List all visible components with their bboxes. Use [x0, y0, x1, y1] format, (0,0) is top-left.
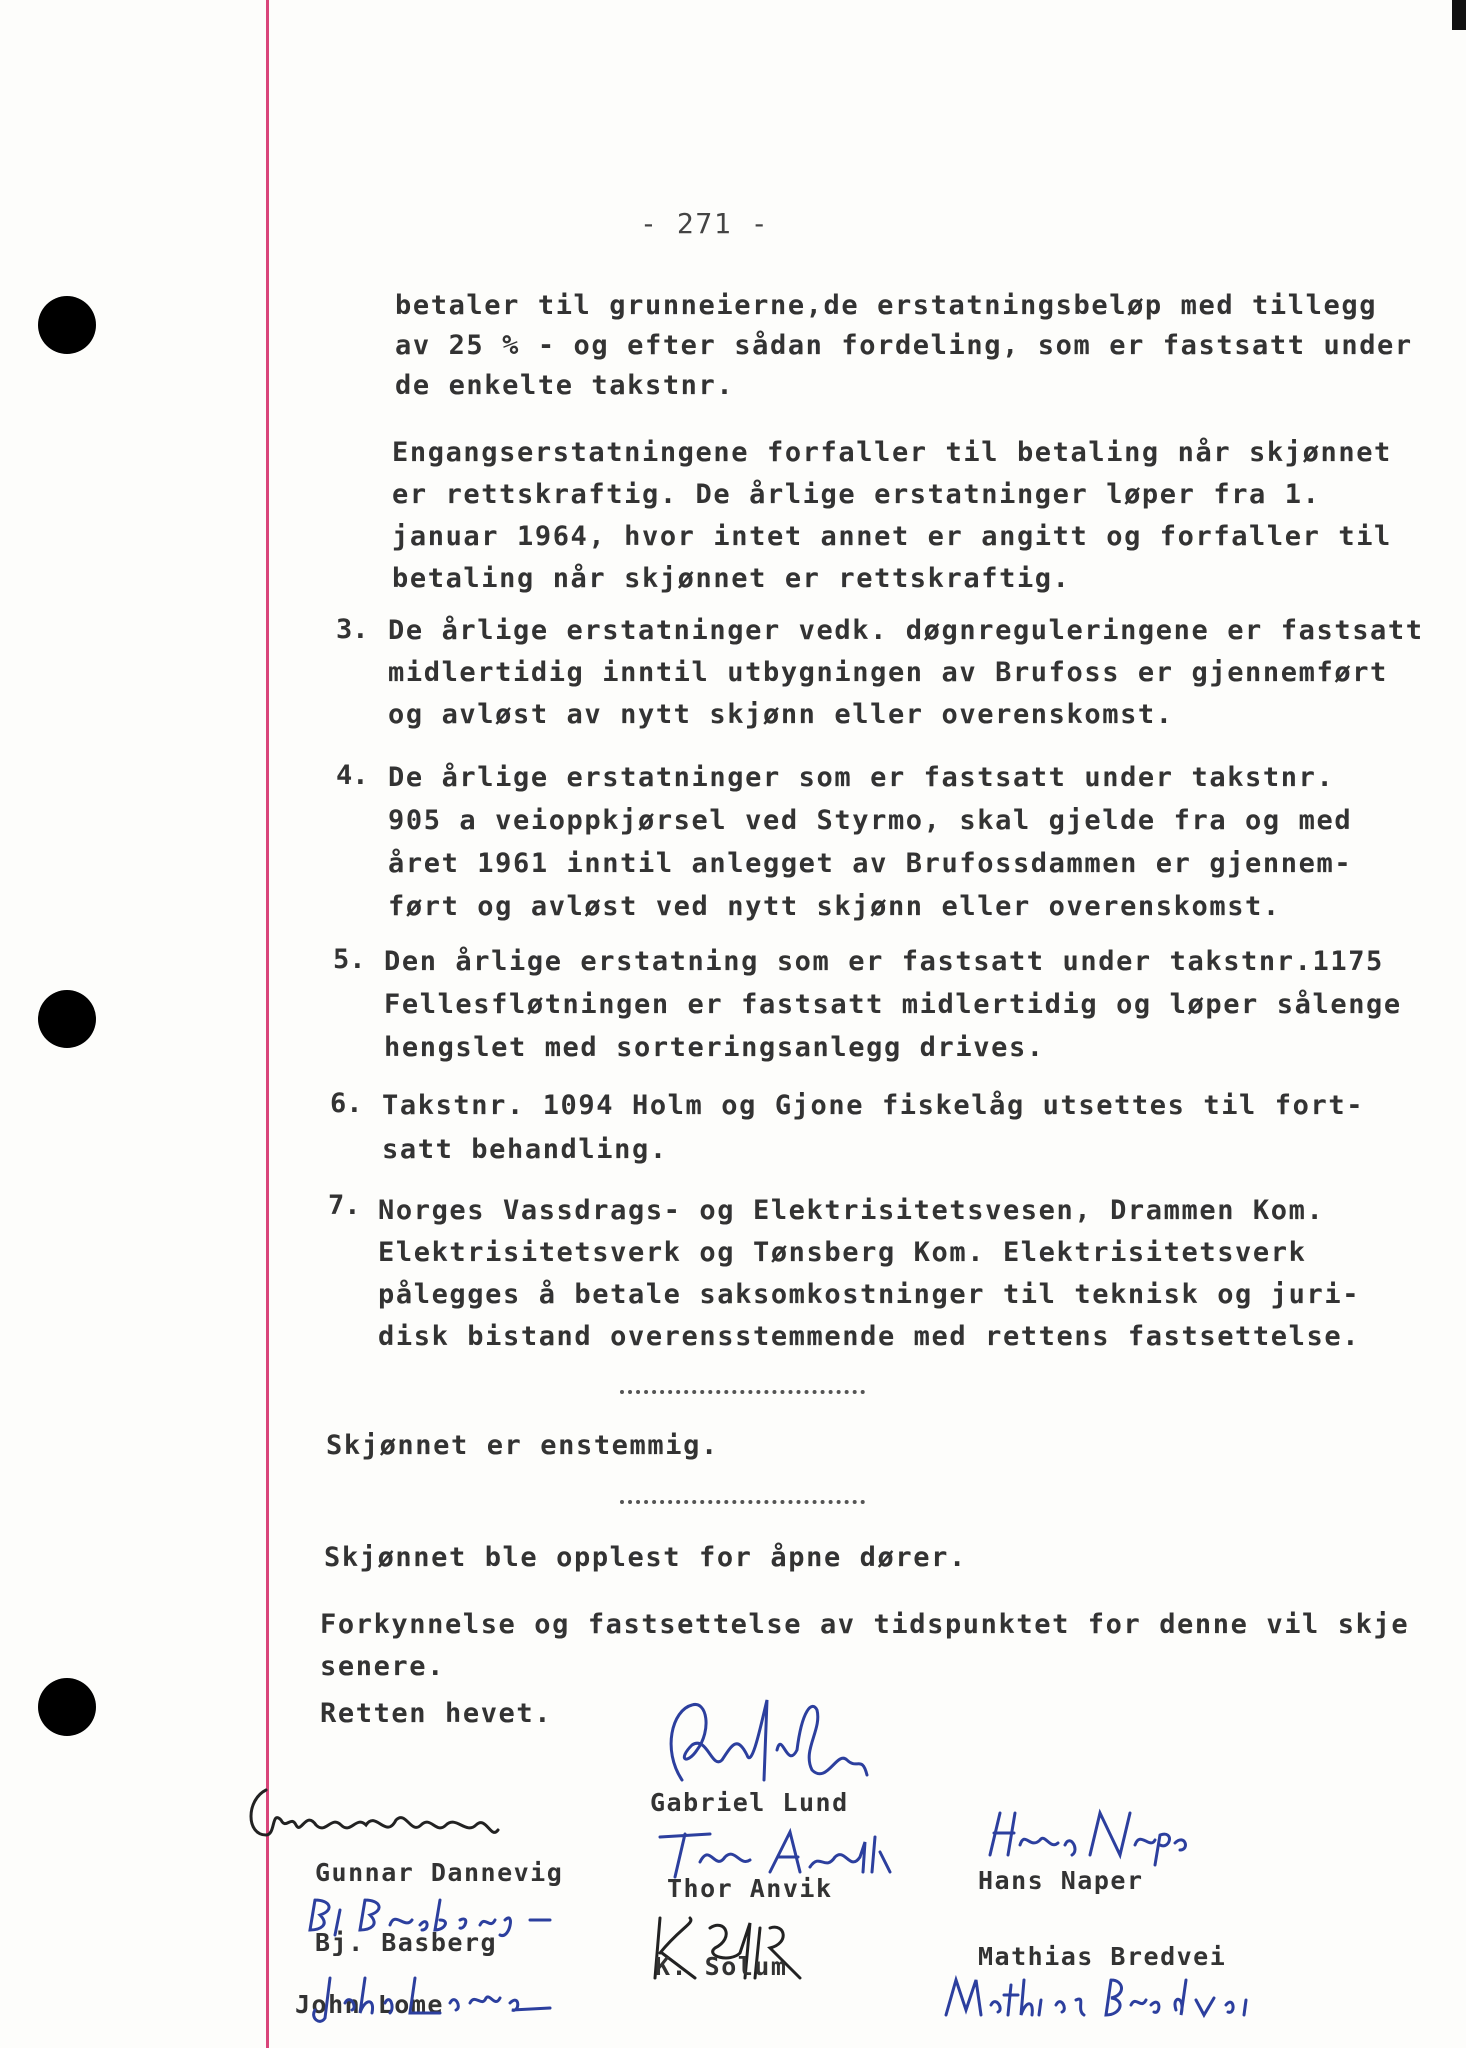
text-line: Fellesfløtningen er fastsatt midlertidig og løper sålenge: [384, 989, 1402, 1020]
corner-mark: [1452, 0, 1466, 30]
printed-name: John Lome: [295, 1990, 444, 2019]
item-3-paragraph: [388, 610, 1424, 736]
printed-name: Bj. Basberg: [315, 1928, 498, 1957]
text-line: disk bistand overensstemmende med rettens fastsettelse.: [378, 1321, 1361, 1352]
text-line: de enkelte takstnr.: [395, 370, 735, 401]
item-4-paragraph: [388, 756, 1352, 928]
printed-name: Hans Naper: [978, 1866, 1144, 1895]
separator: [620, 1390, 865, 1394]
signature-gunnar-dannevig: [236, 1780, 536, 1854]
text-line: betaling når skjønnet er rettskraftig.: [392, 563, 1071, 594]
item-number: 5.: [333, 944, 366, 975]
margin-line: [266, 0, 269, 2048]
text-line: januar 1964, hvor intet annet er angitt og forfaller til: [392, 521, 1392, 552]
text-line: midlertidig inntil utbygningen av Brufoss er gjennemført: [388, 657, 1388, 688]
signature-hans-naper: [980, 1805, 1190, 1869]
text-line: Forkynnelse og fastsettelse av tidspunktet for denne vil skje: [320, 1609, 1410, 1640]
item-number: 7.: [328, 1190, 361, 1221]
text-line: betaler til grunneierne,de erstatningsbeløp med tillegg: [395, 290, 1378, 321]
punch-hole-icon: [38, 296, 96, 354]
item-number: 3.: [336, 614, 369, 645]
printed-name: Gabriel Lund: [650, 1788, 849, 1817]
text-line: pålegges å betale saksomkostninger til teknisk og juri-: [378, 1279, 1361, 1310]
unanimous-statement: Skjønnet er enstemmig.: [326, 1430, 719, 1461]
punch-hole-icon: [38, 990, 96, 1048]
read-aloud-statement: Skjønnet ble opplest for åpne dører.: [324, 1542, 967, 1573]
item-7-paragraph: [378, 1190, 1360, 1358]
signature-john-lome: [300, 1968, 570, 2032]
text-line: Engangserstatningene forfaller til betaling når skjønnet: [392, 437, 1392, 468]
text-line: Takstnr. 1094 Holm og Gjone fiskelåg utsettes til fort-: [382, 1090, 1365, 1121]
text-line: De årlige erstatninger som er fastsatt under takstnr.: [388, 762, 1335, 793]
item-number: 6.: [330, 1088, 363, 1119]
printed-name: Gunnar Dannevig: [315, 1858, 564, 1887]
page-number: - 271 -: [640, 207, 770, 240]
text-line: Norges Vassdrags- og Elektrisitetsvesen, Drammen Kom.: [378, 1195, 1325, 1226]
text-line: året 1961 inntil anlegget av Brufossdammen er gjennem-: [388, 848, 1353, 879]
text-line: av 25 % - og efter sådan fordeling, som er fastsatt under: [395, 330, 1413, 361]
signature-mathias-bredvei: [936, 1970, 1296, 2034]
item-5-paragraph: [384, 940, 1402, 1069]
text-line: senere.: [320, 1651, 445, 1682]
printed-name: K. Solum: [655, 1952, 788, 1981]
text-line: Den årlige erstatning som er fastsatt under takstnr.1175: [384, 946, 1384, 977]
text-line: hengslet med sorteringsanlegg drives.: [384, 1032, 1045, 1063]
separator: [620, 1500, 865, 1504]
item-number: 4.: [336, 760, 369, 791]
announcement-paragraph: [320, 1604, 1409, 1688]
text-line: Elektrisitetsverk og Tønsberg Kom. Elektrisitetsverk: [378, 1237, 1307, 1268]
text-line: ført og avløst ved nytt skjønn eller overenskomst.: [388, 891, 1281, 922]
closing-statement: Retten hevet.: [320, 1698, 553, 1729]
punch-hole-icon: [38, 1678, 96, 1736]
intro-paragraph: [395, 286, 1413, 406]
printed-name: Thor Anvik: [667, 1874, 833, 1903]
payment-terms-paragraph: [392, 432, 1392, 600]
text-line: er rettskraftig. De årlige erstatninger løper fra 1.: [392, 479, 1321, 510]
text-line: 905 a veioppkjørsel ved Styrmo, skal gjelde fra og med: [388, 805, 1353, 836]
text-line: og avløst av nytt skjønn eller overenskomst.: [388, 699, 1174, 730]
item-6-paragraph: [382, 1084, 1364, 1172]
text-line: satt behandling.: [382, 1134, 668, 1165]
text-line: De årlige erstatninger vedk. døgnreguleringene er fastsatt: [388, 615, 1424, 646]
printed-name: Mathias Bredvei: [978, 1942, 1227, 1971]
